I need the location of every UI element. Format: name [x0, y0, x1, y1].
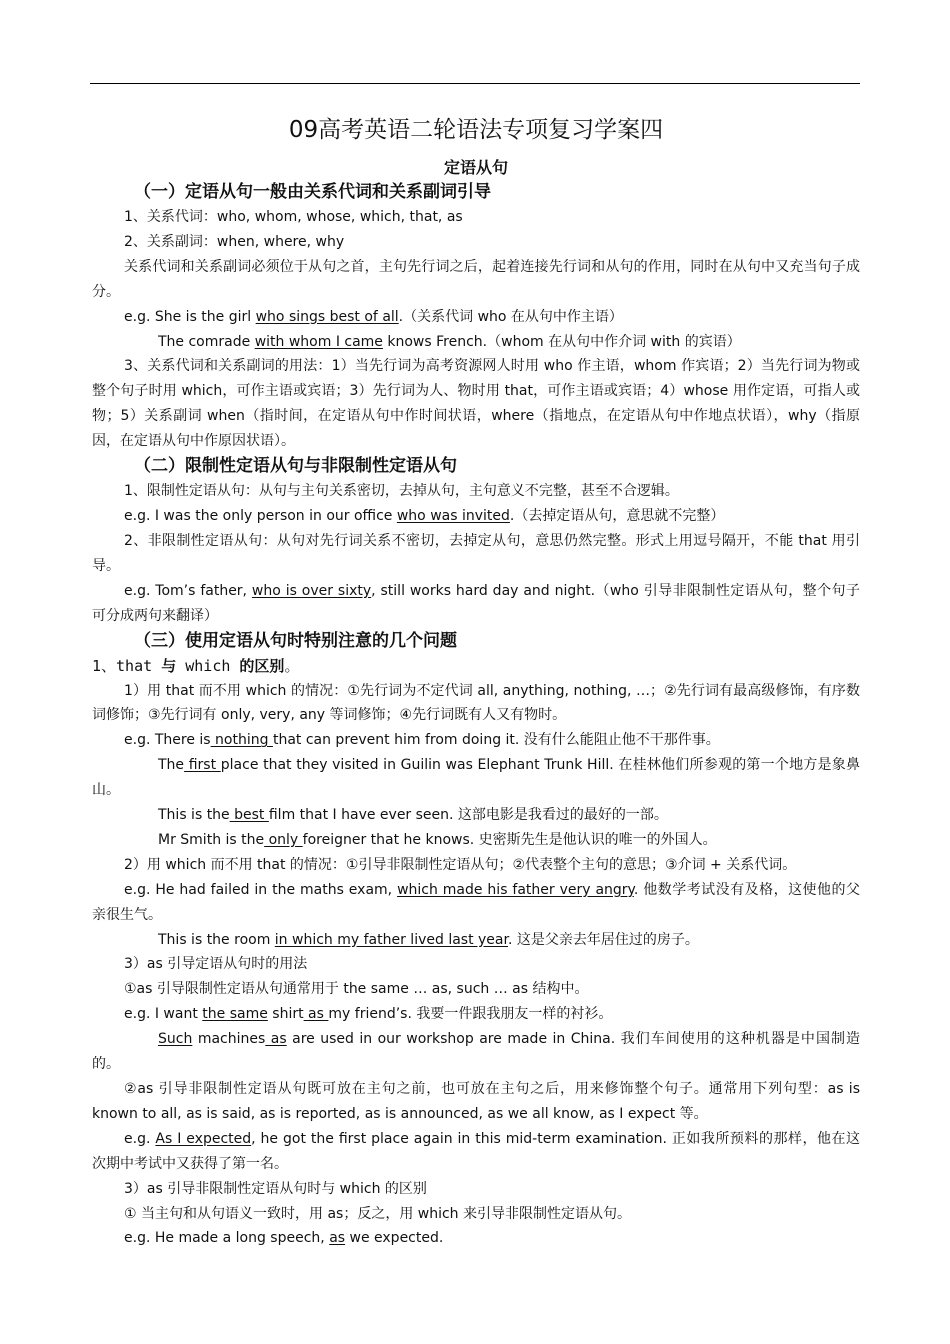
- underlined-clause: who is over sixty: [251, 582, 372, 599]
- document-body: [92, 112, 860, 1251]
- example-text: e.g. He had failed in the maths exam,: [124, 881, 398, 898]
- example: [92, 504, 860, 529]
- example-text: e.g. I was the only person in our office: [124, 507, 397, 524]
- example-text: Mr Smith is the: [158, 831, 265, 848]
- example: [92, 828, 860, 853]
- example: [92, 753, 860, 803]
- example-text: , still works hard day and night.（who 引导非限制性定语从句，整个句子可分成两句来翻译）: [92, 582, 861, 624]
- paragraph: 3）as 引导定语从句时的用法: [124, 956, 308, 973]
- example: [92, 1226, 860, 1251]
- example-text: .（关系代词 who 在从句中作主语）: [398, 308, 623, 325]
- section-title: 定语从句: [443, 158, 508, 177]
- example-text: foreigner that he knows. 史密斯先生是他认识的唯一的外国人。: [302, 831, 717, 848]
- example: [92, 928, 860, 953]
- underlined-word: Such: [158, 1031, 193, 1048]
- example: [92, 579, 860, 629]
- subheading-text: 1、that: [92, 656, 162, 675]
- example-text: , he got the first place again in this mid-term examination. 正如我所预料的那样，他在这次期中考试中又获得了第一名。: [92, 1130, 861, 1172]
- underlined-word: first: [184, 757, 221, 774]
- underlined-word: nothing: [210, 732, 273, 749]
- paragraph: ① 当主句和从句语义一致时，用 as；反之，用 which 来引导非限制性定语从句。: [124, 1205, 632, 1222]
- example-text: This is the: [158, 807, 230, 824]
- paragraph: 2、关系副词：when, where, why: [124, 233, 345, 250]
- example-text: e.g. She is the girl: [124, 308, 256, 325]
- document-title: 09高考英语二轮语法专项复习学案四: [288, 117, 664, 143]
- example-text: e.g. There is: [124, 732, 211, 749]
- example: [92, 330, 860, 355]
- paragraph: 2）用 which 而不用 that 的情况：①引导非限制性定语从句；②代表整个主句的意思；③介词 + 关系代词。: [124, 856, 797, 873]
- heading-1: （一）定语从句一般由关系代词和关系副词引导: [134, 182, 491, 202]
- example: [92, 1002, 860, 1027]
- underlined-word: as: [303, 1006, 329, 1023]
- subheading-text: 。: [284, 656, 300, 675]
- underlined-clause: who sings best of all: [255, 308, 399, 325]
- example: [92, 878, 860, 928]
- example-text: my friend’s. 我要一件跟我朋友一样的衬衫。: [328, 1006, 613, 1023]
- subheading-text: which: [176, 656, 240, 675]
- example: [92, 728, 860, 753]
- heading-2: （二）限制性定语从句与非限制性定语从句: [134, 456, 457, 477]
- underlined-word: as: [265, 1031, 287, 1048]
- subheading: [92, 654, 860, 679]
- example-text: e.g. Tom’s father,: [124, 582, 252, 599]
- example-text: The comrade: [158, 333, 255, 350]
- heading-3: （三）使用定语从句时特别注意的几个问题: [134, 630, 457, 651]
- example-text: . 他数学考试没有及格，这使他的父亲很生气。: [92, 881, 860, 923]
- example-text: . 这是父亲去年居住过的房子。: [507, 931, 699, 948]
- underlined-clause: with whom I came: [254, 333, 383, 350]
- example-text: e.g. I want: [124, 1006, 203, 1023]
- underlined-clause: which made his father very angry: [397, 881, 634, 898]
- paragraph: 关系代词和关系副词必须位于从句之首，主句先行词之后，起着连接先行词和从句的作用，同时在从句中又充当句子成分。: [92, 258, 860, 300]
- underlined-clause: As I expected: [155, 1130, 252, 1147]
- subheading-text: 与: [161, 656, 177, 675]
- paragraph: ①as 引导限制性定语从句通常用于 the same … as, such … as 结构中。: [124, 981, 589, 998]
- example-text: The: [158, 757, 185, 774]
- underlined-word: best: [229, 807, 269, 824]
- example: [92, 305, 860, 330]
- header-rule: [90, 83, 860, 84]
- example-text: we expected.: [345, 1230, 444, 1247]
- example: [92, 1127, 860, 1177]
- underlined-word: only: [264, 831, 303, 848]
- example-text: film that I have ever seen. 这部电影是我看过的最好的一部。: [268, 807, 668, 824]
- underlined-word: as: [329, 1230, 346, 1247]
- example-text: machines: [192, 1031, 266, 1048]
- example: [92, 803, 860, 828]
- paragraph: 1）用 that 而不用 which 的情况：①先行词为不定代词 all, anything, nothing, …；②先行词有最高级修饰，有序数词修饰；③先行词有 only, very, any 等词修饰；④先行词既有人又有物时。: [92, 682, 860, 724]
- example-text: place that they visited in Guilin was Elephant Trunk Hill. 在桂林他们所参观的第一个地方是象鼻山。: [92, 757, 860, 799]
- subheading-text: 的区别: [239, 656, 285, 675]
- example-text: This is the room: [158, 931, 275, 948]
- paragraph: 3）as 引导非限制性定语从句时与 which 的区别: [124, 1180, 427, 1197]
- paragraph: ②as 引导非限制性定语从句既可放在主句之前，也可放在主句之后，用来修饰整个句子。通常用下列句型：as is known to all, as is said, as is reported, as is announced, as we all know, as I expect 等。: [92, 1081, 860, 1122]
- paragraph: 1、关系代词：who, whom, whose, which, that, as: [124, 209, 463, 225]
- underlined-clause: in which my father lived last year: [274, 931, 508, 948]
- example-text: shirt: [267, 1006, 304, 1023]
- example: [92, 1027, 860, 1077]
- paragraph: 3、关系代词和关系副词的用法：1）当先行词为高考资源网人时用 who 作主语，whom 作宾语；2）当先行词为物或整个句子时用 which，可作主语或宾语；3）先行词为人、物时用 that，可作主语或宾语；4）whose 用作定语，可指人或物；5）关系副词 when（指时间，在定语从句中作时间状语，where（指地点，在定语从句中作地点状语），why（指原因，在定语从句中作原因状语）。: [92, 358, 860, 450]
- example-text: knows French.（whom 在从句中作介词 with 的宾语）: [382, 333, 741, 350]
- example-text: e.g. He made a long speech,: [124, 1230, 330, 1247]
- underlined-clause: who was invited: [396, 507, 510, 524]
- example-text: e.g.: [124, 1130, 156, 1147]
- paragraph: 1、限制性定语从句：从句与主句关系密切，去掉从句，主句意义不完整，甚至不合逻辑。: [124, 483, 679, 500]
- example-text: that can prevent him from doing it. 没有什么能阻止他不干那件事。: [272, 732, 720, 749]
- paragraph: 2、非限制性定语从句：从句对先行词关系不密切，去掉定从句，意思仍然完整。形式上用逗号隔开，不能 that 用引导。: [92, 532, 860, 574]
- example-text: are used in our workshop are made in China. 我们车间使用的这种机器是中国制造的。: [92, 1031, 861, 1073]
- underlined-word: the same: [202, 1006, 268, 1023]
- example-text: .（去掉定语从句，意思就不完整）: [509, 507, 725, 524]
